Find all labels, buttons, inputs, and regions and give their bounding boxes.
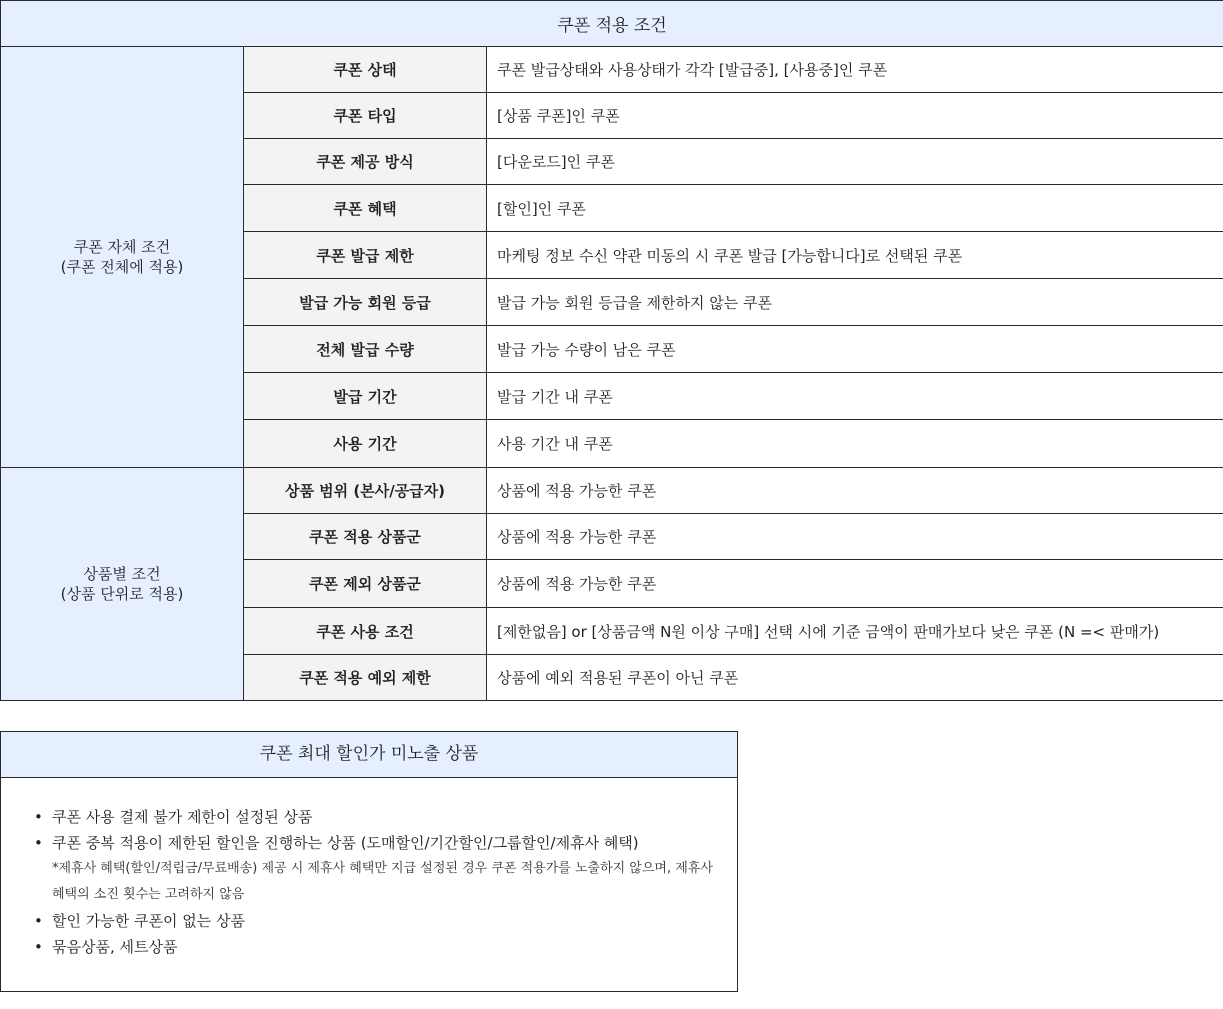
condition-key: 쿠폰 제외 상품군 bbox=[244, 560, 487, 608]
condition-key: 상품 범위 (본사/공급자) bbox=[244, 468, 487, 514]
condition-value: 발급 기간 내 쿠폰 bbox=[487, 373, 1223, 420]
condition-value: [할인]인 쿠폰 bbox=[487, 185, 1223, 232]
condition-key: 쿠폰 타입 bbox=[244, 93, 487, 139]
condition-value: 발급 가능 수량이 남은 쿠폰 bbox=[487, 326, 1223, 373]
list-item bbox=[34, 934, 717, 960]
condition-value: 상품에 적용 가능한 쿠폰 bbox=[487, 468, 1223, 514]
condition-key: 쿠폰 적용 예외 제한 bbox=[244, 655, 487, 701]
condition-value: 상품에 적용 가능한 쿠폰 bbox=[487, 560, 1223, 608]
list-item-text: 할인 가능한 쿠폰이 없는 상품 bbox=[52, 912, 245, 930]
condition-key: 쿠폰 사용 조건 bbox=[244, 608, 487, 655]
condition-value: 마케팅 정보 수신 약관 미동의 시 쿠폰 발급 [가능합니다]로 선택된 쿠폰 bbox=[487, 232, 1223, 279]
condition-key: 전체 발급 수량 bbox=[244, 326, 487, 373]
group-label-line1: 쿠폰 자체 조건 bbox=[73, 238, 171, 256]
list-item bbox=[34, 830, 717, 856]
affiliate-note: *제휴사 혜택(할인/적립금/무료배송) 제공 시 제휴사 혜택만 지급 설정된 경우 쿠폰 적용가를 노출하지 않으며, 제휴사 혜택의 소진 횟수는 고려하지 않음 bbox=[52, 861, 713, 902]
condition-value: [제한없음] or [상품금액 N원 이상 구매] 선택 시에 기준 금액이 판매가보다 낮은 쿠폰 (N =< 판매가) bbox=[487, 608, 1223, 655]
condition-value: 사용 기간 내 쿠폰 bbox=[487, 420, 1223, 468]
group-coupon-self-label bbox=[1, 47, 244, 468]
condition-value: 상품에 예외 적용된 쿠폰이 아닌 쿠폰 bbox=[487, 655, 1223, 701]
excluded-products-box bbox=[0, 731, 738, 992]
list-item-text: 묶음상품, 세트상품 bbox=[52, 938, 178, 956]
list-item bbox=[34, 908, 717, 934]
condition-value: 상품에 적용 가능한 쿠폰 bbox=[487, 514, 1223, 560]
list-item-text: 쿠폰 중복 적용이 제한된 할인을 진행하는 상품 (도매할인/기간할인/그룹할인/제휴사 혜택) bbox=[52, 834, 639, 852]
excluded-products-list bbox=[1, 778, 737, 960]
group-label-line1: 상품별 조건 bbox=[83, 565, 161, 583]
group-per-product-label bbox=[1, 468, 244, 701]
group-label-line2: (상품 단위로 적용) bbox=[60, 585, 184, 603]
condition-key: 쿠폰 혜택 bbox=[244, 185, 487, 232]
conditions-table-title: 쿠폰 적용 조건 bbox=[1, 1, 1223, 47]
bullet-icon: • bbox=[34, 912, 43, 930]
bullet-icon: • bbox=[34, 938, 43, 956]
list-item bbox=[34, 804, 717, 830]
bullet-icon: • bbox=[34, 808, 43, 826]
group-label-line2: (쿠폰 전체에 적용) bbox=[60, 258, 184, 276]
condition-key: 쿠폰 적용 상품군 bbox=[244, 514, 487, 560]
excluded-products-title: 쿠폰 최대 할인가 미노출 상품 bbox=[1, 732, 737, 778]
condition-key: 발급 기간 bbox=[244, 373, 487, 420]
condition-key: 발급 가능 회원 등급 bbox=[244, 279, 487, 326]
condition-value: 쿠폰 발급상태와 사용상태가 각각 [발급중], [사용중]인 쿠폰 bbox=[487, 47, 1223, 93]
condition-key: 쿠폰 제공 방식 bbox=[244, 139, 487, 185]
condition-key: 쿠폰 발급 제한 bbox=[244, 232, 487, 279]
condition-value: 발급 가능 회원 등급을 제한하지 않는 쿠폰 bbox=[487, 279, 1223, 326]
list-item-text: 쿠폰 사용 결제 불가 제한이 설정된 상품 bbox=[52, 808, 313, 826]
condition-value: [다운로드]인 쿠폰 bbox=[487, 139, 1223, 185]
condition-value: [상품 쿠폰]인 쿠폰 bbox=[487, 93, 1223, 139]
condition-key: 쿠폰 상태 bbox=[244, 47, 487, 93]
condition-key: 사용 기간 bbox=[244, 420, 487, 468]
bullet-icon: • bbox=[34, 834, 43, 852]
